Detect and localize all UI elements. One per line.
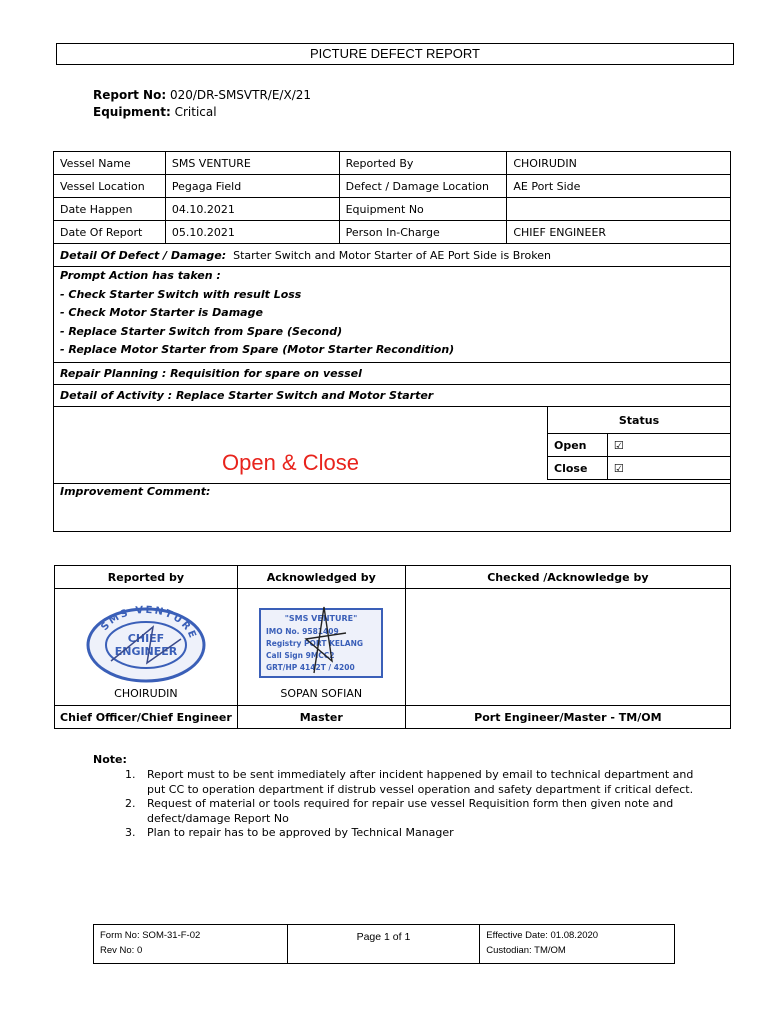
equipment-label: Equipment:: [93, 105, 171, 119]
vessel-stamp-icon: [254, 599, 388, 685]
person-in-charge-value: CHIEF ENGINEER: [507, 221, 731, 244]
chief-engineer-stamp-icon: [81, 599, 211, 685]
table-row: [54, 175, 731, 198]
vessel-name-label: Vessel Name: [54, 152, 166, 175]
table-row: [548, 434, 731, 457]
checked-by-header: Checked /Acknowledge by: [405, 566, 730, 589]
status-close-checkbox[interactable]: ☑: [607, 457, 730, 480]
table-row: [55, 566, 731, 589]
acknowledged-signature-cell: [237, 589, 405, 706]
status-open-label: Open: [548, 434, 608, 457]
table-row: [54, 152, 731, 175]
svg-text:SMS VENTURE: SMS VENTURE: [99, 604, 199, 642]
acknowledged-by-name: SOPAN SOFIAN: [280, 687, 363, 700]
signature-table: [54, 565, 731, 729]
table-row: [55, 589, 731, 706]
prompt-action-item: - Replace Starter Switch from Spare (Second): [60, 324, 343, 338]
prompt-action-section: [53, 264, 731, 363]
page-number: Page 1 of 1: [287, 925, 480, 964]
defect-location-value: AE Port Side: [507, 175, 731, 198]
reported-by-value: CHOIRUDIN: [507, 152, 731, 175]
equipment-no-value: [507, 198, 731, 221]
svg-text:Registry PORT KELANG: Registry PORT KELANG: [266, 639, 364, 648]
custodian: Custodian: TM/OM: [486, 945, 566, 956]
list-item: 3. Plan to repair has to be approved by Technical Manager: [139, 826, 699, 841]
vessel-name-value: SMS VENTURE: [165, 152, 339, 175]
vessel-location-value: Pegaga Field: [165, 175, 339, 198]
reported-by-label: Reported By: [339, 152, 507, 175]
reported-role: Chief Officer/Chief Engineer: [55, 706, 238, 729]
status-open-checkbox[interactable]: ☑: [607, 434, 730, 457]
date-report-value: 05.10.2021: [165, 221, 339, 244]
svg-text:IMO No. 9581409: IMO No. 9581409: [266, 627, 339, 636]
report-no-label: Report No:: [93, 88, 167, 102]
report-no-value: 020/DR-SMSVTR/E/X/21: [169, 88, 312, 102]
table-row: [548, 457, 731, 480]
equipment-value: Critical: [174, 105, 217, 119]
report-title: PICTURE DEFECT REPORT: [56, 43, 734, 65]
defect-location-label: Defect / Damage Location: [339, 175, 507, 198]
table-row: [94, 925, 675, 964]
date-happen-value: 04.10.2021: [165, 198, 339, 221]
prompt-action-item: - Replace Motor Starter from Spare (Motor Starter Recondition): [60, 343, 455, 356]
equipment-line: [93, 104, 217, 121]
status-close-label: Close: [548, 457, 608, 480]
date-happen-label: Date Happen: [54, 198, 166, 221]
defect-detail-cell: Detail Of Defect / Damage: Starter Switch and Motor Starter of AE Port Side is Broken: [54, 244, 731, 267]
checked-signature-cell: [405, 589, 730, 706]
acknowledged-by-header: Acknowledged by: [237, 566, 405, 589]
acknowledged-role: Master: [237, 706, 405, 729]
prompt-action-label: Prompt Action has taken :: [60, 269, 221, 282]
svg-text:"SMS VENTURE": "SMS VENTURE": [284, 614, 358, 623]
status-table: [547, 407, 731, 480]
svg-text:ENGINEER: ENGINEER: [114, 645, 178, 658]
note-list: [115, 768, 699, 841]
effective-date: Effective Date: 01.08.2020: [486, 930, 599, 941]
form-no: Form No: SOM-31-F-02: [100, 930, 201, 941]
effective-info-cell: [480, 925, 675, 964]
equipment-no-label: Equipment No: [339, 198, 507, 221]
defect-detail-value: Starter Switch and Motor Starter of AE Port Side is Broken: [233, 248, 551, 262]
table-row: [54, 198, 731, 221]
person-in-charge-label: Person In-Charge: [339, 221, 507, 244]
form-footer-table: [93, 924, 675, 964]
status-header: Status: [548, 407, 731, 434]
vessel-details-table: [53, 151, 731, 267]
improvement-label: Improvement Comment:: [60, 485, 211, 498]
activity-detail: Detail of Activity : Replace Starter Switch and Motor Starter: [53, 385, 731, 407]
checked-role: Port Engineer/Master - TM/OM: [405, 706, 730, 729]
rev-no: Rev No: 0: [100, 945, 143, 956]
form-info-cell: [94, 925, 288, 964]
svg-text:Call Sign 9MCC2: Call Sign 9MCC2: [266, 651, 335, 660]
reported-by-name: CHOIRUDIN: [114, 687, 178, 700]
prompt-action-item: - Check Motor Starter is Damage: [60, 306, 263, 319]
svg-text:CHIEF: CHIEF: [127, 632, 165, 645]
table-row: [54, 221, 731, 244]
note-title: Note:: [93, 753, 127, 766]
table-row: [548, 407, 731, 434]
open-close-label: Open & Close: [222, 450, 359, 475]
table-row: [55, 706, 731, 729]
defect-detail-label: Detail Of Defect / Damage: [60, 248, 222, 262]
date-report-label: Date Of Report: [54, 221, 166, 244]
svg-text:GRT/HP 4142T / 4200: GRT/HP 4142T / 4200: [266, 663, 355, 672]
list-item: 1. Report must to be sent immediately after incident happened by email to technical department and put CC to operation department if distrub vessel operation and safety department if critical defect.: [139, 768, 699, 797]
vessel-location-label: Vessel Location: [54, 175, 166, 198]
improvement-comment: [53, 483, 731, 532]
reported-by-header: Reported by: [55, 566, 238, 589]
reported-signature-cell: [55, 589, 238, 706]
list-item: 2. Request of material or tools required for repair use vessel Requisition form then given note and defect/damage Report No: [139, 797, 699, 826]
prompt-action-item: - Check Starter Switch with result Loss: [60, 287, 302, 301]
report-number-line: [93, 87, 311, 104]
repair-planning: Repair Planning : Requisition for spare on vessel: [53, 363, 731, 385]
